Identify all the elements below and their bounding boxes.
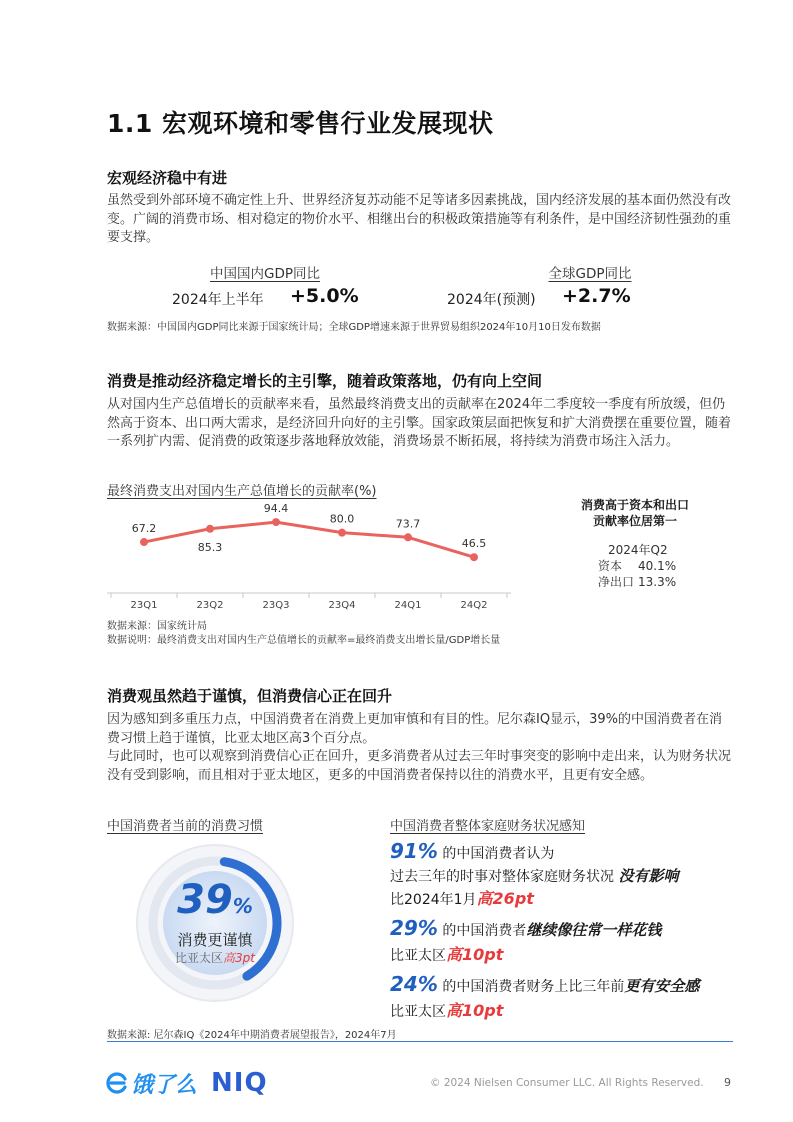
chart-tick-label: 24Q2 [460,600,488,611]
chart-side-title-line1: 消费高于资本和出口 [580,498,689,512]
gdp-domestic-value: +5.0% [290,285,359,307]
chart-side-title [560,497,710,529]
chart-side-title-line2: 贡献率位居第一 [592,514,677,528]
source-note-niq: 数据来源: 尼尔森IQ《2024年中期消费者展望报告》，2024年7月 [107,1030,397,1041]
chart-title: 最终消费支出对国内生产总值增长的贡献率(%) [107,484,377,499]
copyright: © 2024 Nielsen Consumer LLC. All Rights Reserved. [430,1077,704,1089]
niq-logo: NIQ [211,1068,268,1098]
contribution-line-chart [107,500,517,615]
chart-side-stats [598,542,676,590]
chart-data-label: 80.0 [329,512,355,526]
stat-2-line1: 29% 的中国消费者继续像往常一样花钱 [390,916,662,940]
gdp-domestic-title: 中国国内GDP同比 [210,266,320,282]
stat-1-line2: 过去三年的时事对整体家庭财务状况 没有影响 [390,867,679,885]
chart-tick-label: 23Q3 [262,600,290,611]
section-heading-consumption: 消费是推动经济稳定增长的主引擎，随着政策落地，仍有向上空间 [107,372,543,390]
chart-series-line [144,522,474,557]
finance-title: 中国消费者整体家庭财务状况感知 [390,819,586,834]
chart-point [470,553,478,561]
chart-point [404,533,412,541]
section-paragraph-macro: 虽然受到外部环境不确定性上升、世界经济复苏动能不足等诸多因素挑战，国内经济发展的基本面仍然没有改变。广阔的消费市场、相对稳定的物价水平、相继出台的积极政策措施等有利条件，是中国经济韧性强劲的重要支撑。 [107,193,732,245]
chart-tick-label: 24Q1 [394,600,422,611]
section-paragraph-confidence-2: 与此同时，也可以观察到消费信心正在回升，更多消费者从过去三年时事突变的影响中走出来，认为财务状况没有受到影响，而且相对于亚太地区，更多的中国消费者保持以往的消费水平，且更有安全感。 [107,749,732,783]
section-paragraph-consumption: 从对国内生产总值增长的贡献率来看，虽然最终消费支出的贡献率在2024年二季度较一季度有所放缓，但仍然高于资本、出口两大需求，是经济回升向好的主引擎。国家政策层面把恢复和扩大消费摆在重要位置，随着一系列扩内需、促消费的政策逐步落地释放效能，消费场景不断拓展，将持续为消费市场注入活力。 [107,397,732,449]
chart-data-label: 73.7 [395,517,421,531]
side-capital-label: 资本 [598,559,623,573]
chart-data-label: 94.4 [263,502,289,516]
page-number: 9 [724,1076,731,1089]
ring-center-text [130,878,300,966]
chart-point [338,529,346,537]
finance-stats [390,840,750,1023]
source-note-gdp: 数据来源：中国国内GDP同比来源于国家统计局；全球GDP增速来源于世界贸易组织2024年10月10日发布数据 [107,322,601,333]
footer-rule [107,1041,733,1042]
gdp-global-period: 2024年(预测) [447,292,536,308]
chart-data-label: 67.2 [131,522,157,536]
footer-logos [105,1066,268,1100]
stat-1-line3: 比2024年1月高26pt [390,889,534,908]
chart-point [140,538,148,546]
side-export-label: 净出口 [598,575,635,589]
eleme-logo-icon [105,1071,129,1095]
side-capital-row [598,558,676,574]
chart-point [272,518,280,526]
section-paragraph-confidence-1: 因为感知到多重压力点，中国消费者在消费上更加审慎和有目的性。尼尔森IQ显示，39%的中国消费者在消费习惯上趋于谨慎，比亚太地区高3个百分点。 [107,712,722,746]
chart-tick-label: 23Q4 [328,600,356,611]
chart-data-label: 85.3 [197,540,223,554]
gdp-domestic-period: 2024年上半年 [172,292,264,308]
ring-compare: 比亚太区高3pt [175,951,255,965]
source-note-consumption-1: 数据来源：国家统计局 [107,621,207,632]
habit-title: 中国消费者当前的消费习惯 [107,819,264,834]
page-title: 1.1 宏观环境和零售行业发展现状 [107,109,494,138]
ring-label: 消费更谨慎 [177,931,253,949]
source-note-consumption-2: 数据说明：最终消费支出对国内生产总值增长的贡献率=最终消费支出增长量/GDP增长量 [107,635,501,646]
side-export-row [598,574,676,590]
ring-value: 39% [177,877,253,923]
chart-tick-label: 23Q1 [130,600,158,611]
side-export-value: 13.3% [638,575,677,589]
gdp-global-title: 全球GDP同比 [548,266,632,282]
stat-1-line1: 91% 的中国消费者认为 [390,839,555,863]
chart-tick-label: 23Q2 [196,600,224,611]
side-capital-value: 40.1% [638,559,677,573]
section-heading-macro: 宏观经济稳中有进 [107,169,228,187]
stat-3-line1: 24% 的中国消费者财务上比三年前更有安全感 [390,972,700,996]
chart-point [206,525,214,533]
section-heading-confidence: 消费观虽然趋于谨慎，但消费信心正在回升 [107,687,393,705]
stat-3-line2: 比亚太区高10pt [390,1001,504,1020]
chart-data-label: 46.5 [461,537,487,551]
stat-2-line2: 比亚太区高10pt [390,945,504,964]
side-period: 2024年Q2 [608,543,668,557]
eleme-logo-text: 饿了么 [131,1072,198,1098]
gdp-global-value: +2.7% [562,285,631,307]
